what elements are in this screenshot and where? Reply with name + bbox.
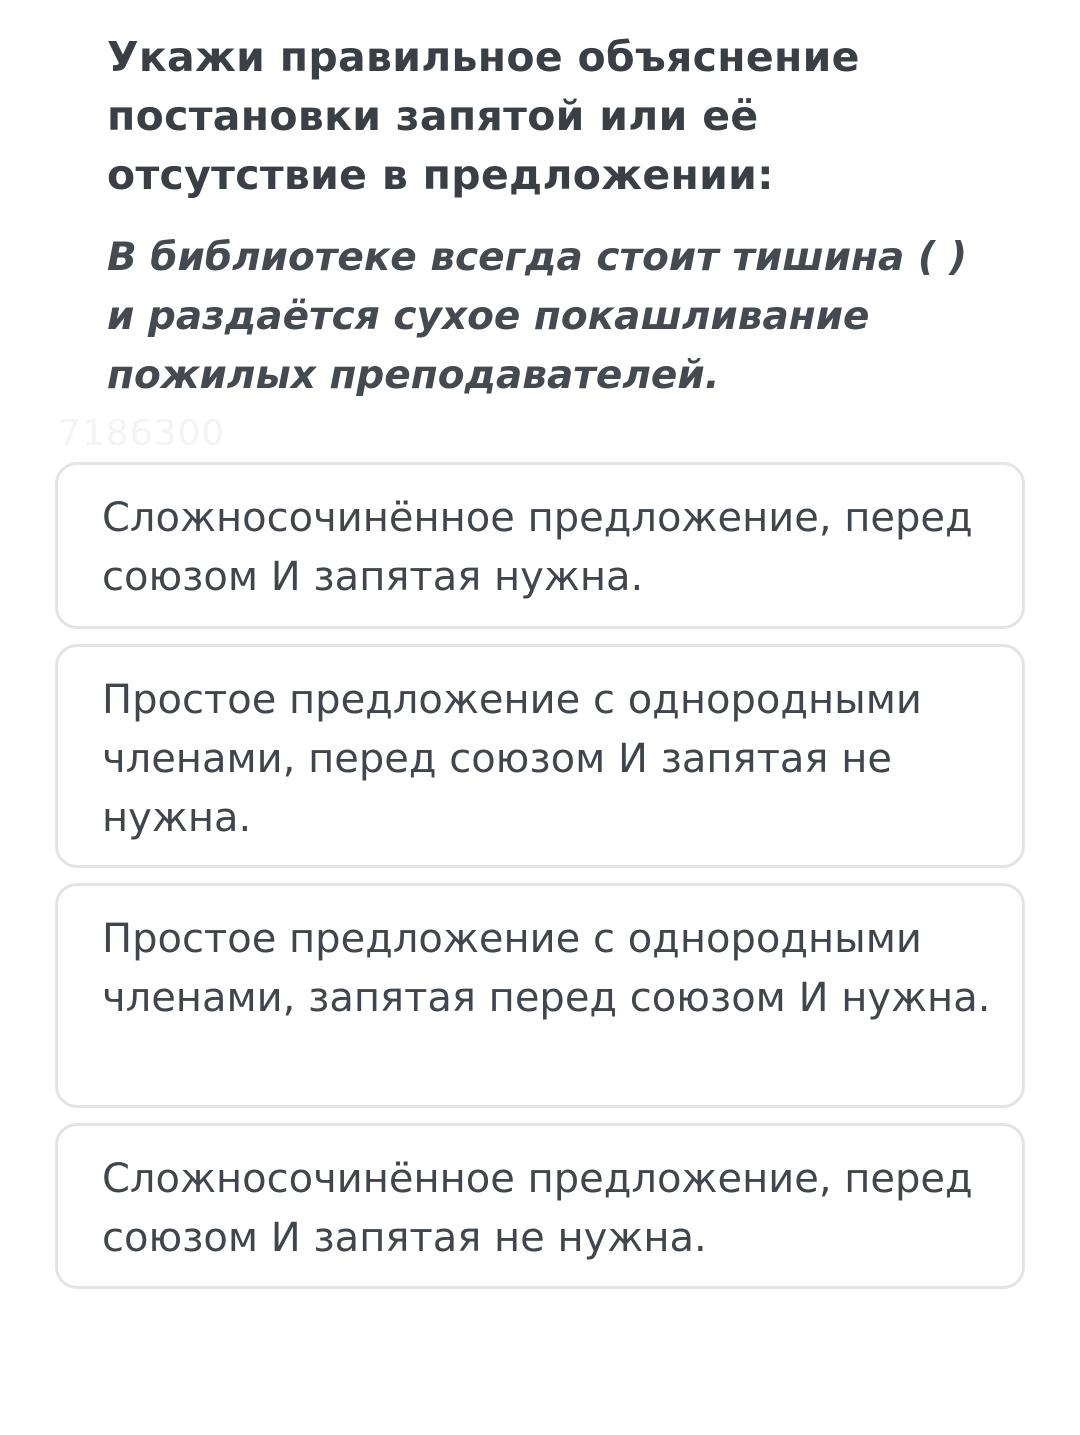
- answer-option-4[interactable]: Сложносочинённое предложение, перед союзом И запятая не нужна.: [55, 1123, 1025, 1289]
- question-title: Укажи правильное объяснение постановки запятой или её отсутствие в предложении:: [107, 33, 860, 199]
- answer-option-1[interactable]: Сложносочинённое предложение, перед союзом И запятая нужна.: [55, 462, 1025, 629]
- answer-options: [55, 462, 1025, 1304]
- question-sentence: В библиотеке всегда стоит тишина ( ) и раздаётся сухое покашливание пожилых преподавателей.: [107, 235, 968, 398]
- answer-option-2[interactable]: Простое предложение с однородными членами, перед союзом И запятая не нужна.: [55, 644, 1025, 868]
- watermark-id: 7186300: [58, 413, 226, 454]
- answer-option-3[interactable]: Простое предложение с однородными членами, запятая перед союзом И нужна.: [55, 883, 1025, 1108]
